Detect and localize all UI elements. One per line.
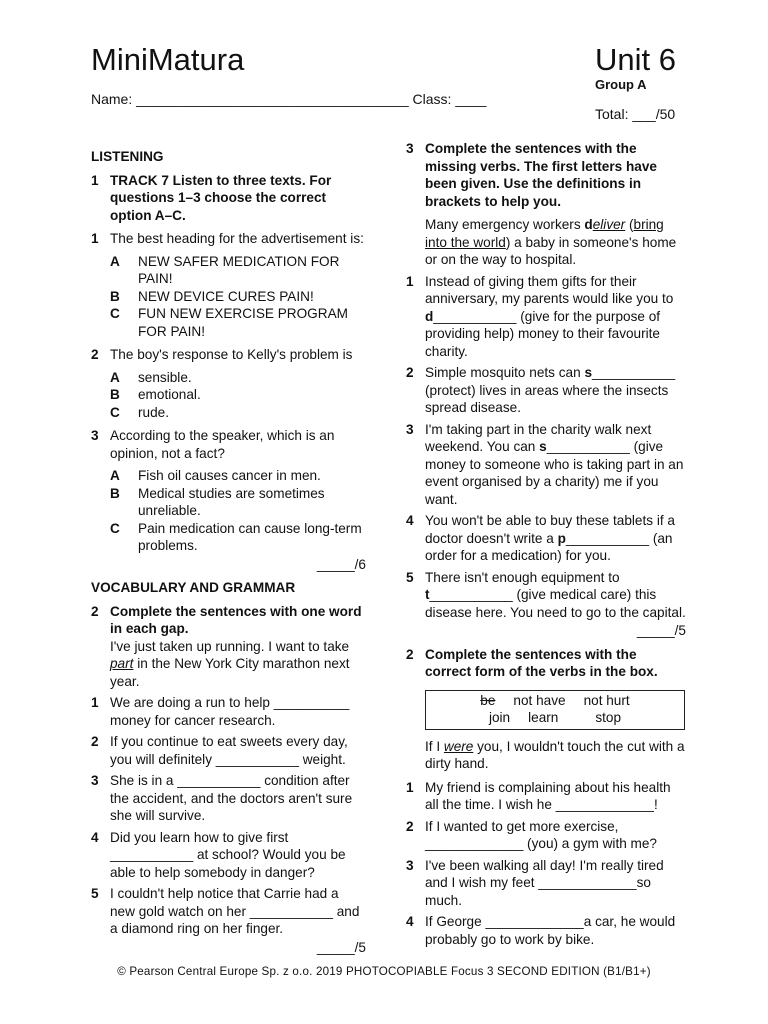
option-text: FUN NEW EXERCISE PROGRAM FOR PAIN! <box>138 306 348 339</box>
option-b[interactable] <box>110 288 366 306</box>
example-answer: part <box>110 656 134 671</box>
example-definition: bring into the world <box>425 217 664 250</box>
option-text: Medical studies are sometimes unreliable. <box>138 485 325 518</box>
option-c[interactable] <box>110 404 366 422</box>
page-title: MiniMatura <box>91 42 245 77</box>
example-text: in the New York City marathon next year. <box>110 656 350 689</box>
task-number: 2 <box>91 603 99 619</box>
option-a[interactable] <box>110 369 366 387</box>
forms-task <box>406 646 686 681</box>
forms-item-3[interactable] <box>406 857 686 910</box>
item-number: 3 <box>91 773 99 788</box>
item-text: I couldn't help notice that Carrie had a new gold watch on her ___________ and a diamond ring on her finger. <box>110 886 360 936</box>
option-letter: A <box>110 253 120 269</box>
verbs-item-2[interactable] <box>406 364 686 417</box>
question-number: 1 <box>91 231 99 246</box>
item-text: My friend is complaining about his health all the time. I wish he _____________! <box>425 779 671 812</box>
item-text: ___________ (an order for a medication) for you. <box>425 530 673 563</box>
first-letter: p <box>557 530 566 546</box>
first-letter: s <box>539 439 547 454</box>
option-b[interactable] <box>110 386 366 404</box>
task-instruction: Complete the sentences with the correct form of the verbs in the box. <box>425 646 658 679</box>
item-number: 1 <box>91 695 99 710</box>
forms-item-4[interactable] <box>406 913 686 948</box>
first-letter: s <box>584 365 592 380</box>
option-letter: B <box>110 485 120 501</box>
item-text: I've been walking all day! I'm really tired and I wish my feet _____________so much. <box>425 857 664 908</box>
option-letter: A <box>110 468 120 483</box>
example-answer: eliver <box>592 217 626 232</box>
item-text: She is in a ___________ condition after the accident, and the doctors aren't sure she will survive. <box>110 773 353 823</box>
question-text: The boy's response to Kelly's problem is <box>110 347 353 362</box>
item-text: You won't be able to buy these tablets if a doctor doesn't write a <box>425 513 675 546</box>
total-score: Total: ___/50 <box>595 106 676 122</box>
verb-word: be <box>480 692 496 708</box>
item-number: 1 <box>406 273 414 289</box>
question-text: According to the speaker, which is an opinion, not a fact? <box>110 428 335 461</box>
verb-box <box>425 690 685 730</box>
left-column <box>91 148 366 956</box>
option-c[interactable] <box>110 520 366 555</box>
option-letter: C <box>110 520 120 536</box>
option-c[interactable] <box>110 305 366 340</box>
first-letter: d <box>425 308 434 324</box>
first-letter: t <box>425 587 430 602</box>
option-letter: A <box>110 369 120 385</box>
option-a[interactable] <box>110 467 366 485</box>
name-class-line <box>91 91 486 107</box>
forms-item-1[interactable] <box>406 779 686 814</box>
verbs-item-5[interactable] <box>406 569 686 622</box>
item-text: There isn't enough equipment to <box>425 569 620 585</box>
vocab-task <box>91 603 366 691</box>
item-number: 2 <box>406 818 414 834</box>
option-letter: B <box>110 288 120 304</box>
option-letter: C <box>110 306 120 321</box>
listening-heading: LISTENING <box>91 149 164 164</box>
item-text: Simple mosquito nets can <box>425 365 585 380</box>
verb-word: learn <box>528 710 559 725</box>
task-number: 2 <box>406 646 414 662</box>
option-text: rude. <box>138 404 169 420</box>
example-first-letter: d <box>584 217 593 232</box>
task-instruction: TRACK 7 Listen to three texts. For questions 1–3 choose the correct option A–C. <box>110 172 332 223</box>
verb-box-row <box>426 709 684 727</box>
item-text: ___________ (give medical care) this disease here. You need to go to the capital. <box>425 587 686 620</box>
vocab-item-4[interactable] <box>91 829 366 882</box>
verb-word: not have <box>513 692 566 708</box>
option-text: Pain medication can cause long-term problems. <box>138 520 362 553</box>
item-number: 2 <box>406 365 414 380</box>
task-number: 3 <box>406 141 414 156</box>
option-text: NEW DEVICE CURES PAIN! <box>138 288 314 304</box>
forms-item-2[interactable] <box>406 818 686 853</box>
item-text: ___________ (protect) lives in areas where the insects spread disease. <box>425 365 676 415</box>
option-letter: C <box>110 404 120 420</box>
vocab-item-1[interactable] <box>91 694 366 729</box>
item-number: 5 <box>406 569 414 585</box>
verbs-score[interactable]: _____/5 <box>636 623 686 638</box>
item-text: ___________ (give for the purpose of providing help) money to their favourite charity. <box>425 308 661 359</box>
item-text: Did you learn how to give first ___________ at school? Would you be able to help somebody in danger? <box>110 829 346 880</box>
item-text: If you continue to eat sweets every day, you will definitely ___________ weight. <box>110 734 348 767</box>
option-text: sensible. <box>138 369 192 385</box>
verb-word: stop <box>595 710 622 725</box>
verbs-item-1[interactable] <box>406 273 686 361</box>
vocab-score[interactable]: _____/5 <box>316 939 366 955</box>
question-text: The best heading for the advertisement is: <box>110 231 364 246</box>
copyright-footer: © Pearson Central Europe Sp. z o.o. 2019 PHOTOCOPIABLE Focus 3 SECOND EDITION (B1/B1+) <box>117 965 651 978</box>
example-text: If I <box>425 738 444 754</box>
example-text: you, I wouldn't touch the cut with a dirty hand. <box>425 738 685 771</box>
item-text: I'm taking part in the charity walk next weekend. You can <box>425 421 652 454</box>
item-number: 5 <box>91 886 99 901</box>
verbs-example <box>425 216 686 269</box>
option-text: emotional. <box>138 387 201 402</box>
item-text: We are doing a run to help __________ money for cancer research. <box>110 695 350 728</box>
option-text: NEW SAFER MEDICATION FOR PAIN! <box>138 253 340 286</box>
verb-box-row <box>426 692 684 710</box>
options-list <box>110 253 366 341</box>
item-number: 4 <box>91 829 99 845</box>
vocab-item-5[interactable] <box>91 885 366 938</box>
group-label: Group A <box>595 77 647 92</box>
name-field[interactable]: Name: ___________________________________ <box>91 91 409 107</box>
vocab-item-2[interactable] <box>91 733 366 768</box>
verb-word: join <box>488 710 511 725</box>
verbs-item-3[interactable] <box>406 421 686 509</box>
item-text: If I wanted to get more exercise, _____________ (you) a gym with me? <box>425 818 657 851</box>
vocab-heading: VOCABULARY AND GRAMMAR <box>91 580 296 595</box>
option-a[interactable] <box>110 253 366 288</box>
class-field[interactable]: Class: ____ <box>412 91 487 107</box>
listening-question-3 <box>91 427 366 462</box>
listening-question-1 <box>91 230 366 248</box>
forms-example <box>425 738 686 773</box>
item-number: 1 <box>406 779 414 795</box>
option-letter: B <box>110 387 120 402</box>
example-text: ) a baby in someone's home or on the way to hospital. <box>425 234 677 267</box>
example-text: I've just taken up running. I want to take <box>110 638 350 654</box>
options-list <box>110 369 366 422</box>
item-number: 4 <box>406 513 414 528</box>
item-text: ___________ (give money to someone who is taking part in an event organised by a charity) me if you want. <box>425 439 684 507</box>
question-number: 2 <box>91 347 99 362</box>
options-list <box>110 467 366 555</box>
vocab-item-3[interactable] <box>91 772 366 825</box>
item-number: 3 <box>406 421 414 437</box>
task-instruction: Complete the sentences with one word in each gap. <box>110 603 362 636</box>
right-column <box>406 140 686 948</box>
verbs-task <box>406 140 686 210</box>
verbs-item-4[interactable] <box>406 512 686 565</box>
task-instruction: Complete the sentences with the missing verbs. The first letters have been given. Use the definitions in brackets to help you. <box>425 141 657 209</box>
item-number: 3 <box>406 857 414 873</box>
task-number: 1 <box>91 172 99 188</box>
unit-label: Unit 6 <box>595 42 676 77</box>
task-block <box>110 603 366 691</box>
example-text: Many emergency workers <box>425 217 585 232</box>
listening-score[interactable]: _____/6 <box>316 556 366 572</box>
listening-task <box>91 172 366 225</box>
option-text: Fish oil causes cancer in men. <box>138 468 321 483</box>
item-number: 4 <box>406 914 414 929</box>
verb-word: not hurt <box>583 692 630 708</box>
question-number: 3 <box>91 428 99 443</box>
item-text: If George _____________a car, he would probably go to work by bike. <box>425 914 676 947</box>
example-text: ( <box>625 217 634 232</box>
option-b[interactable] <box>110 485 366 520</box>
example-answer: were <box>443 738 474 754</box>
item-number: 2 <box>91 734 99 749</box>
listening-question-2 <box>91 346 366 364</box>
item-text: Instead of giving them gifts for their anniversary, my parents would like you to <box>425 273 674 306</box>
